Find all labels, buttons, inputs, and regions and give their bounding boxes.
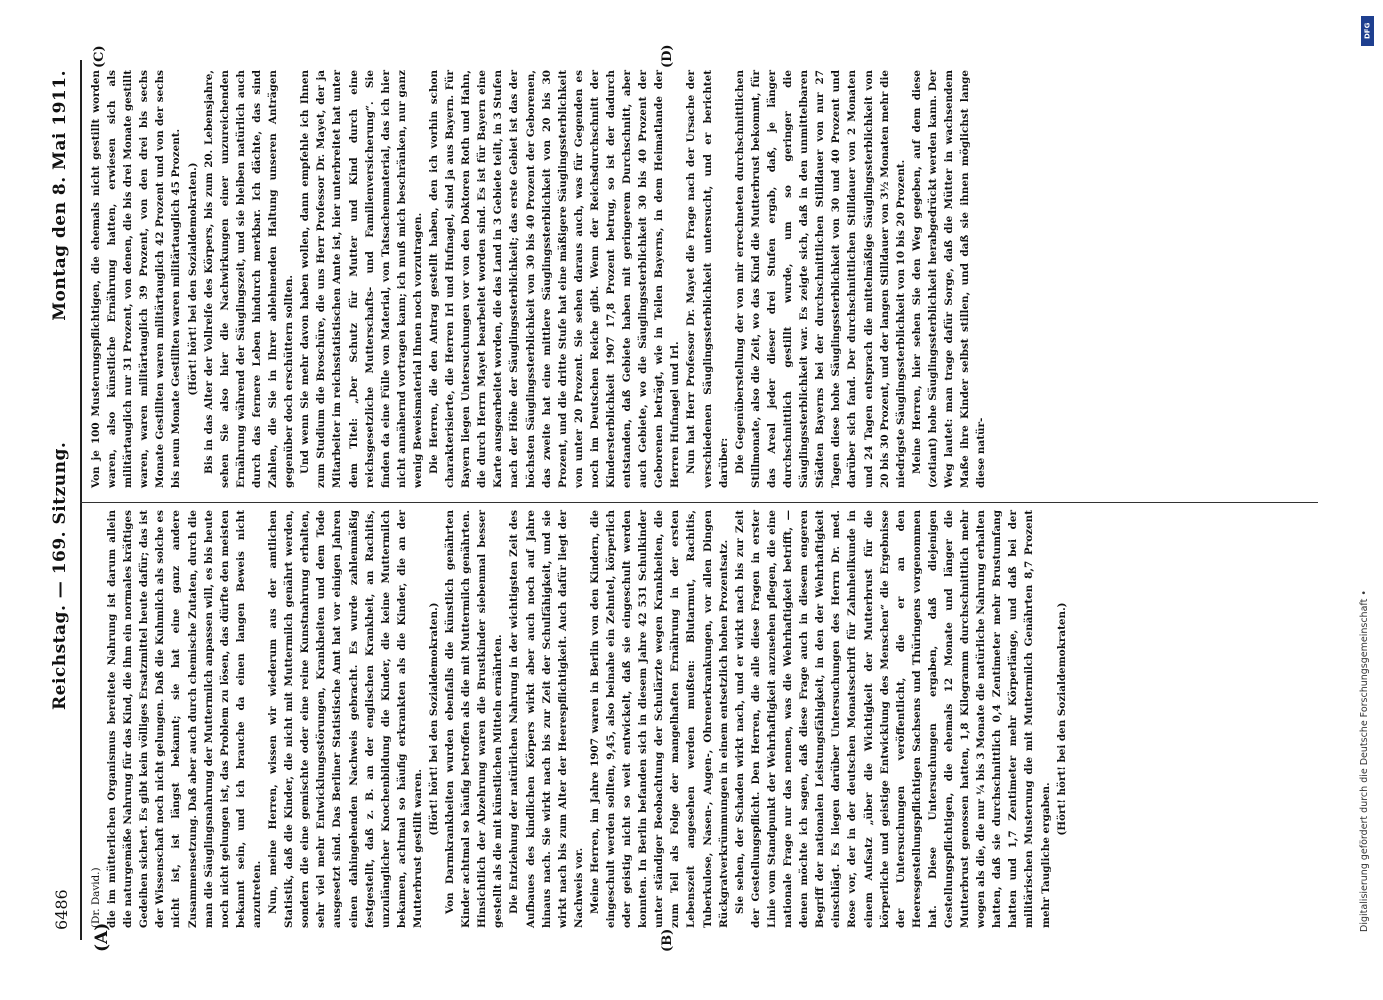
paragraph: Meine Herren, im Jahre 1907 waren in Berlin von den Kindern, die eingeschult werden sollten, 9,45, also beinahe ein Zehntel, körperlich oder geistig nicht so weit entwickelt, daß sie eingeschult werden konnten. In Berlin befanden sich in diesem Jahre 42 531 Schulkinder unter ständiger Beobachtung der Schulärzte wegen Krankheiten, die zum Teil als Folge der mangelhaften Ernährung in der ersten Lebenszeit angesehen werden mußten: Blutarmut, Rachitis, Tuberkulose, Nasen-, Augen-, Ohrenerkrankungen, vor allen Dingen Rückgratverkrümmungen in einem entsetzlich hohen Prozentsatz. <box>588 510 730 928</box>
paragraph: Meine Herren, hier sehen Sie den Weg gegeben, auf dem diese (zotiant) hohe Säuglingssterblichkeit herabgedrückt werden kann. Der Weg lautet: man trage dafür Sorge, daß die Mütter in wachsendem Maße ihre Kinder selbst stillen, und daß sie ihnen möglichst lange diese natür- <box>910 70 988 488</box>
credit-text: Digitalisierung gefördert durch die Deutsche Forschungsgemeinschaft • <box>1359 590 1370 932</box>
interjection: (Hört! hört! bei den Sozialdemokraten.) <box>1055 602 1068 836</box>
margin-marker-d: (D) <box>660 44 675 68</box>
paragraph: Nun hat Herr Professor Dr. Mayet die Frage nach der Ursache der verschiedenen Säuglingssterblichkeit untersucht, und er berichtet darüber: <box>685 70 730 488</box>
paragraph: die im mütterlichen Organismus bereitete Nahrung ist darum allein die naturgemäße Nahrung für das Kind, die ihm ein normales kräftiges Gedeihen sichert. Es gibt kein völliges Ersatzmittel heute dafür; das ist der Wissenschaft noch nicht gelungen. Daß die Kuhmilch als solche es nicht ist, ist längst bekannt; sie hat eine ganz andere Zusammensetzung. Daß aber auch durch chemische Zutaten, durch die man die Säuglingsnahrung der Muttermilch anpassen will, es bis heute noch nicht gelungen ist, das Problem zu lösen, das dürfte den meisten bekannt sein, und ich brauche da einen langen Beweis nicht anzutreten. <box>106 510 263 928</box>
digitization-credit <box>1359 10 1377 992</box>
interjection: (Hört! hört! bei den Sozialdemokraten.) <box>427 602 440 836</box>
left-column <box>88 510 1070 928</box>
speaker-label: (Dr. David.) <box>90 867 102 928</box>
dfg-logo: DFG <box>1361 16 1374 46</box>
quoted-paragraph: Die Gegenüberstellung der von mir errechneten durchschnittlichen Stillmonate, also die Zeit, wo das Kind die Mutterbrust bekommt, für das Areal jeder dieser drei Stufen ergab, daß, je länger durchschnittlich gestillt wurde, um so geringer die Säuglingssterblichkeit war. Es zeigte sich, daß in den unmittelbaren Städten Bayerns bei der durchschnittlichen Stilldauer von nur 27 Tagen diese hohe Säuglingssterblichkeit von 30 und 40 Prozent und darüber sich fand. Der durchschnittlichen Stilldauer von 2 Monaten und 24 Tagen entsprach die mittelmäßige Säuglingssterblichkeit von 20 bis 30 Prozent, und der langen Stilldauer von 3½ Monaten mehr die niedrigste Säuglingssterblichkeit von 10 bis 20 Prozent. <box>733 70 907 488</box>
paragraph: Die Entziehung der natürlichen Nahrung in der wichtigsten Zeit des Aufbaues des kindlichen Körpers wirkt aber auch noch auf Jahre hinaus nach. Sie wirkt nach bis zur Zeit der Schulfähigkeit, und sie wirkt nach bis zum Alter der Heerespflichtigkeit. Auch dafür liegt der Nachweis vor. <box>508 510 585 928</box>
paragraph: Von je 100 Musterungspflichtigen, die ehemals nicht gestillt worden waren, also künstliche Ernährung hatten, erwiesen sich als militärtauglich nur 31 Prozent, von denen, die bis drei Monate gestillt waren, waren militärtauglich 39 Prozent, von den drei bis sechs Monate Gestillten waren militärtauglich 42 Prozent und von der sechs bis neun Monate Gestillten waren militärtauglich 45 Prozent. <box>90 70 183 488</box>
paragraph: Sie sehen, der Schaden wirkt nach, und er wirkt nach bis zur Zeit der Gestellungspflicht. Den Herren, die alle diese Fragen in erster Linie vom Standpunkt der Wehrhaftigkeit anzusehen pflegen, die eine nationale Frage nur das nennen, was die Wehrhaftigkeit betrifft, — denen möchte ich sagen, daß diese Frage auch in diesem engeren Begriff der nationalen Leistungsfähigkeit, in den der Wehrhaftigkeit einschlägt. Es liegen darüber Untersuchungen des Herrn Dr. med. Rose vor, der in der deutschen Monatsschrift für Zahnheilkunde in einem Aufsatz „über die Wichtigkeit der Mutterbrust für die körperliche und geistige Entwicklung des Menschen“ die Ergebnisse der Untersuchungen veröffentlicht, die er an den Heeresgestellungspflichtigen Sachsens und Thüringens vorgenommen hat. Diese Untersuchungen ergaben, daß diejenigen Gestellungspflichtigen, die ehemals 12 Monate und länger die Mutterbrust genossen hatten, 1,8 Kilogramm durchschnittlich mehr wogen als die, die nur ¼ bis 3 Monate die natürliche Nahrung erhalten hatten, daß sie durchschnittlich 0,4 Zentimeter mehr Brustumfang hatten und 1,7 Zentimeter mehr Körperlänge, und daß bei der militärischen Musterung die mit Muttermilch Genährten 8,7 Prozent mehr Taugliche ergaben. <box>733 510 1052 928</box>
paragraph: Von Darmkrankheiten wurden ebenfalls die künstlich genährten Kinder achtmal so häufig betroffen als die mit Muttermilch genährten. Hinsichtlich der Abzehrung waren die Brustkinder siebenmal besser gestellt als die mit künstlichen Mitteln ernährten. <box>444 510 505 928</box>
column-divider <box>80 502 1318 503</box>
page-number: 6486 <box>52 889 71 930</box>
session-title: Reichstag. — 169. Sitzung. <box>50 441 70 710</box>
paragraph: Nun, meine Herren, wissen wir wiederum aus der amtlichen Statistik, daß die Kinder, die nicht mit Muttermilch genährt werden, sondern die eine gemischte oder eine reine Kunstnahrung erhalten, sehr viel mehr Entwicklungsstörungen, Krankheiten und dem Tode ausgesetzt sind. Das Berliner Statistische Amt hat vor einigen Jahren einen dahingehenden Nachweis gebracht. Es wurde zahlenmäßig festgestellt, daß z. B. an der englischen Krankheit, an Rachitis, unzulänglicher Knochenbildung die Kinder, die keine Muttermilch bekamen, achtmal so häufig erkrankten als die Kinder, die an der Mutterbrust gestillt waren. <box>267 510 424 928</box>
page-header <box>48 70 78 930</box>
session-date: Montag den 8. Mai 1911. <box>50 70 70 321</box>
margin-marker-a: (A) <box>92 922 112 952</box>
interjection: (Hört! hört! bei den Sozialdemokraten.) <box>186 162 199 396</box>
paragraph: Die Herren, die den Antrag gestellt haben, den ich vorhin schon charakterisierte, die Herren Irl und Hufnagel, sind ja aus Bayern. Für Bayern liegen Untersuchungen vor von den Doktoren Roth und Hahn, die durch Herrn Mayet bearbeitet worden sind. Es ist für Bayern eine Karte ausgearbeitet worden, die das Land in 3 Gebiete teilt, in 3 Stufen nach der Höhe der Säuglingssterblichkeit; das erste Gebiet ist das der höchsten Säuglingssterblichkeit von 30 bis 40 Prozent der Geborenen, das zweite hat eine mittlere Säuglingssterblichkeit von 20 bis 30 Prozent, und die dritte Stufe hat eine mäßigere Säuglingssterblichkeit von unter 20 Prozent. Sie sehen daraus auch, was für Gegenden es noch im Deutschen Reiche gibt. Wenn der Reichsdurchschnitt der Kindersterblichkeit 1907 17,8 Prozent betrug, so ist der dadurch entstanden, daß Gebiete haben mit geringerem Durchschnitt, aber auch Gebiete, wo die Säuglingssterblichkeit 30 bis 40 Prozent der Geborenen beträgt, wie in Teilen Bayerns, in dem Heimatlande der Herren Hufnagel und Irl. <box>427 70 682 488</box>
right-column <box>88 70 989 488</box>
paragraph: Bis in das Alter der Vollreife des Körpers, bis zum 20. Lebensjahre, sehen Sie also hier die Nachwirkungen einer unzureichenden Ernährung während der Säuglingszeit, und sie bleiben natürlich auch durch das fernere Leben hindurch merkbar. Ich dächte, das sind Zahlen, die Sie in Ihrer ablehnenden Haltung unseren Anträgen gegenüber doch erschüttern sollten. <box>202 70 296 488</box>
margin-marker-b: (B) <box>660 928 675 952</box>
header-rule <box>80 60 82 940</box>
paragraph: Und wenn Sie mehr davon haben wollen, dann empfehle ich Ihnen zum Studium die Broschüre, die uns Herr Professor Dr. Mayet, der ja Mitarbeiter im reichsstatistischen Amte ist, hier unterbreitet hat unter dem Titel: „Der Schutz für Mutter und Kind durch eine reichsgesetzliche Mutterschafts- und Familienversicherung“. Sie finden da eine Fülle von Material, von Tatsachenmaterial, das ich hier nicht annähernd vortragen kann; ich muß mich beschränken, nur ganz wenig Beweismaterial Ihnen noch vorzutragen. <box>299 70 424 488</box>
margin-marker-c: (C) <box>92 45 107 68</box>
